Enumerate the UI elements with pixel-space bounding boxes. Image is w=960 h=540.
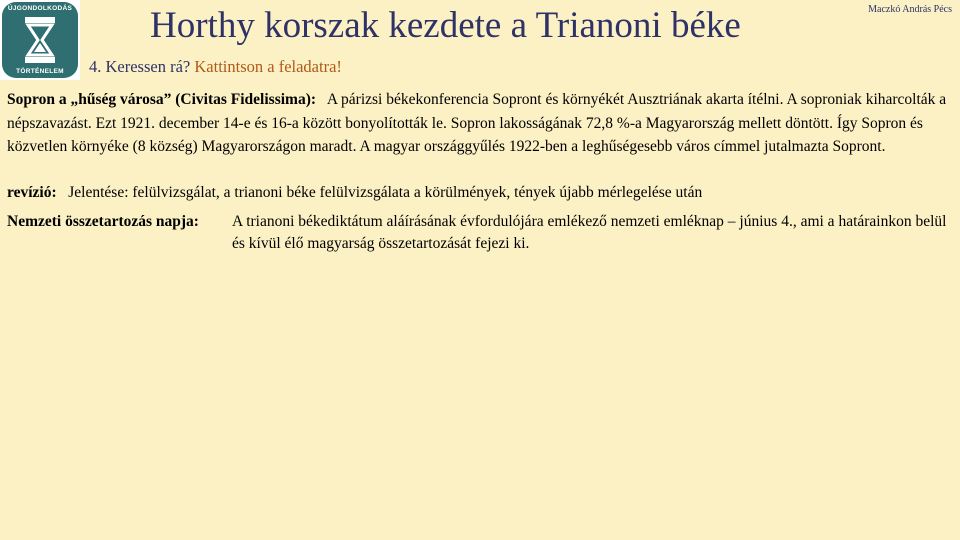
task-link[interactable]: Kattintson a feladatra! <box>194 57 342 76</box>
author-label: Maczkó András Pécs <box>868 4 952 15</box>
task-line <box>89 57 342 77</box>
logo-bottom-text: TÖRTÉNELEM <box>16 68 64 75</box>
logo-badge <box>2 2 78 78</box>
logo <box>0 0 80 80</box>
nemzeti-term: Nemzeti összetartozás napja: <box>7 213 199 230</box>
logo-top-text: ÚJGONDOLKODÁS <box>7 5 73 12</box>
nemzeti-text: A trianoni békediktátum aláírásának évfordulójára emlékező nemzeti emléknap – június 4., ami a határainkon belül és kívül élő magyarság összetartozását fejezi ki. <box>232 213 947 252</box>
task-number: 4. <box>89 57 102 76</box>
sopron-paragraph <box>7 88 947 159</box>
sopron-text: A párizsi békekonferencia Sopront és környékét Ausztriának akarta ítélni. A soproniak kiharcolták a népszavazást. Ezt 1921. december 14-e és 16-a között bonyolították le. Sopron lakosságának 72,8 %-a Magyarország mellett döntött. Így Sopron és közvetlen környéke (8 község) Magyarországon maradt. A magyar országgyűlés 1922-ben a leghűségesebb város címmel jutalmazta Sopront. <box>7 91 947 155</box>
revizio-text: Jelentése: felülvizsgálat, a trianoni béke felülvizsgálata a körülmények, tények újabb mérlegelése után <box>68 184 703 201</box>
revizio-term: revízió: <box>7 184 57 201</box>
page-title: Horthy korszak kezdete a Trianoni béke <box>150 5 741 46</box>
hourglass-icon <box>24 16 56 64</box>
revizio-paragraph <box>7 181 947 205</box>
sopron-term: Sopron a „hűség városa” (Civitas Fidelissima): <box>7 91 317 108</box>
task-prompt: Keressen rá? <box>105 57 191 76</box>
